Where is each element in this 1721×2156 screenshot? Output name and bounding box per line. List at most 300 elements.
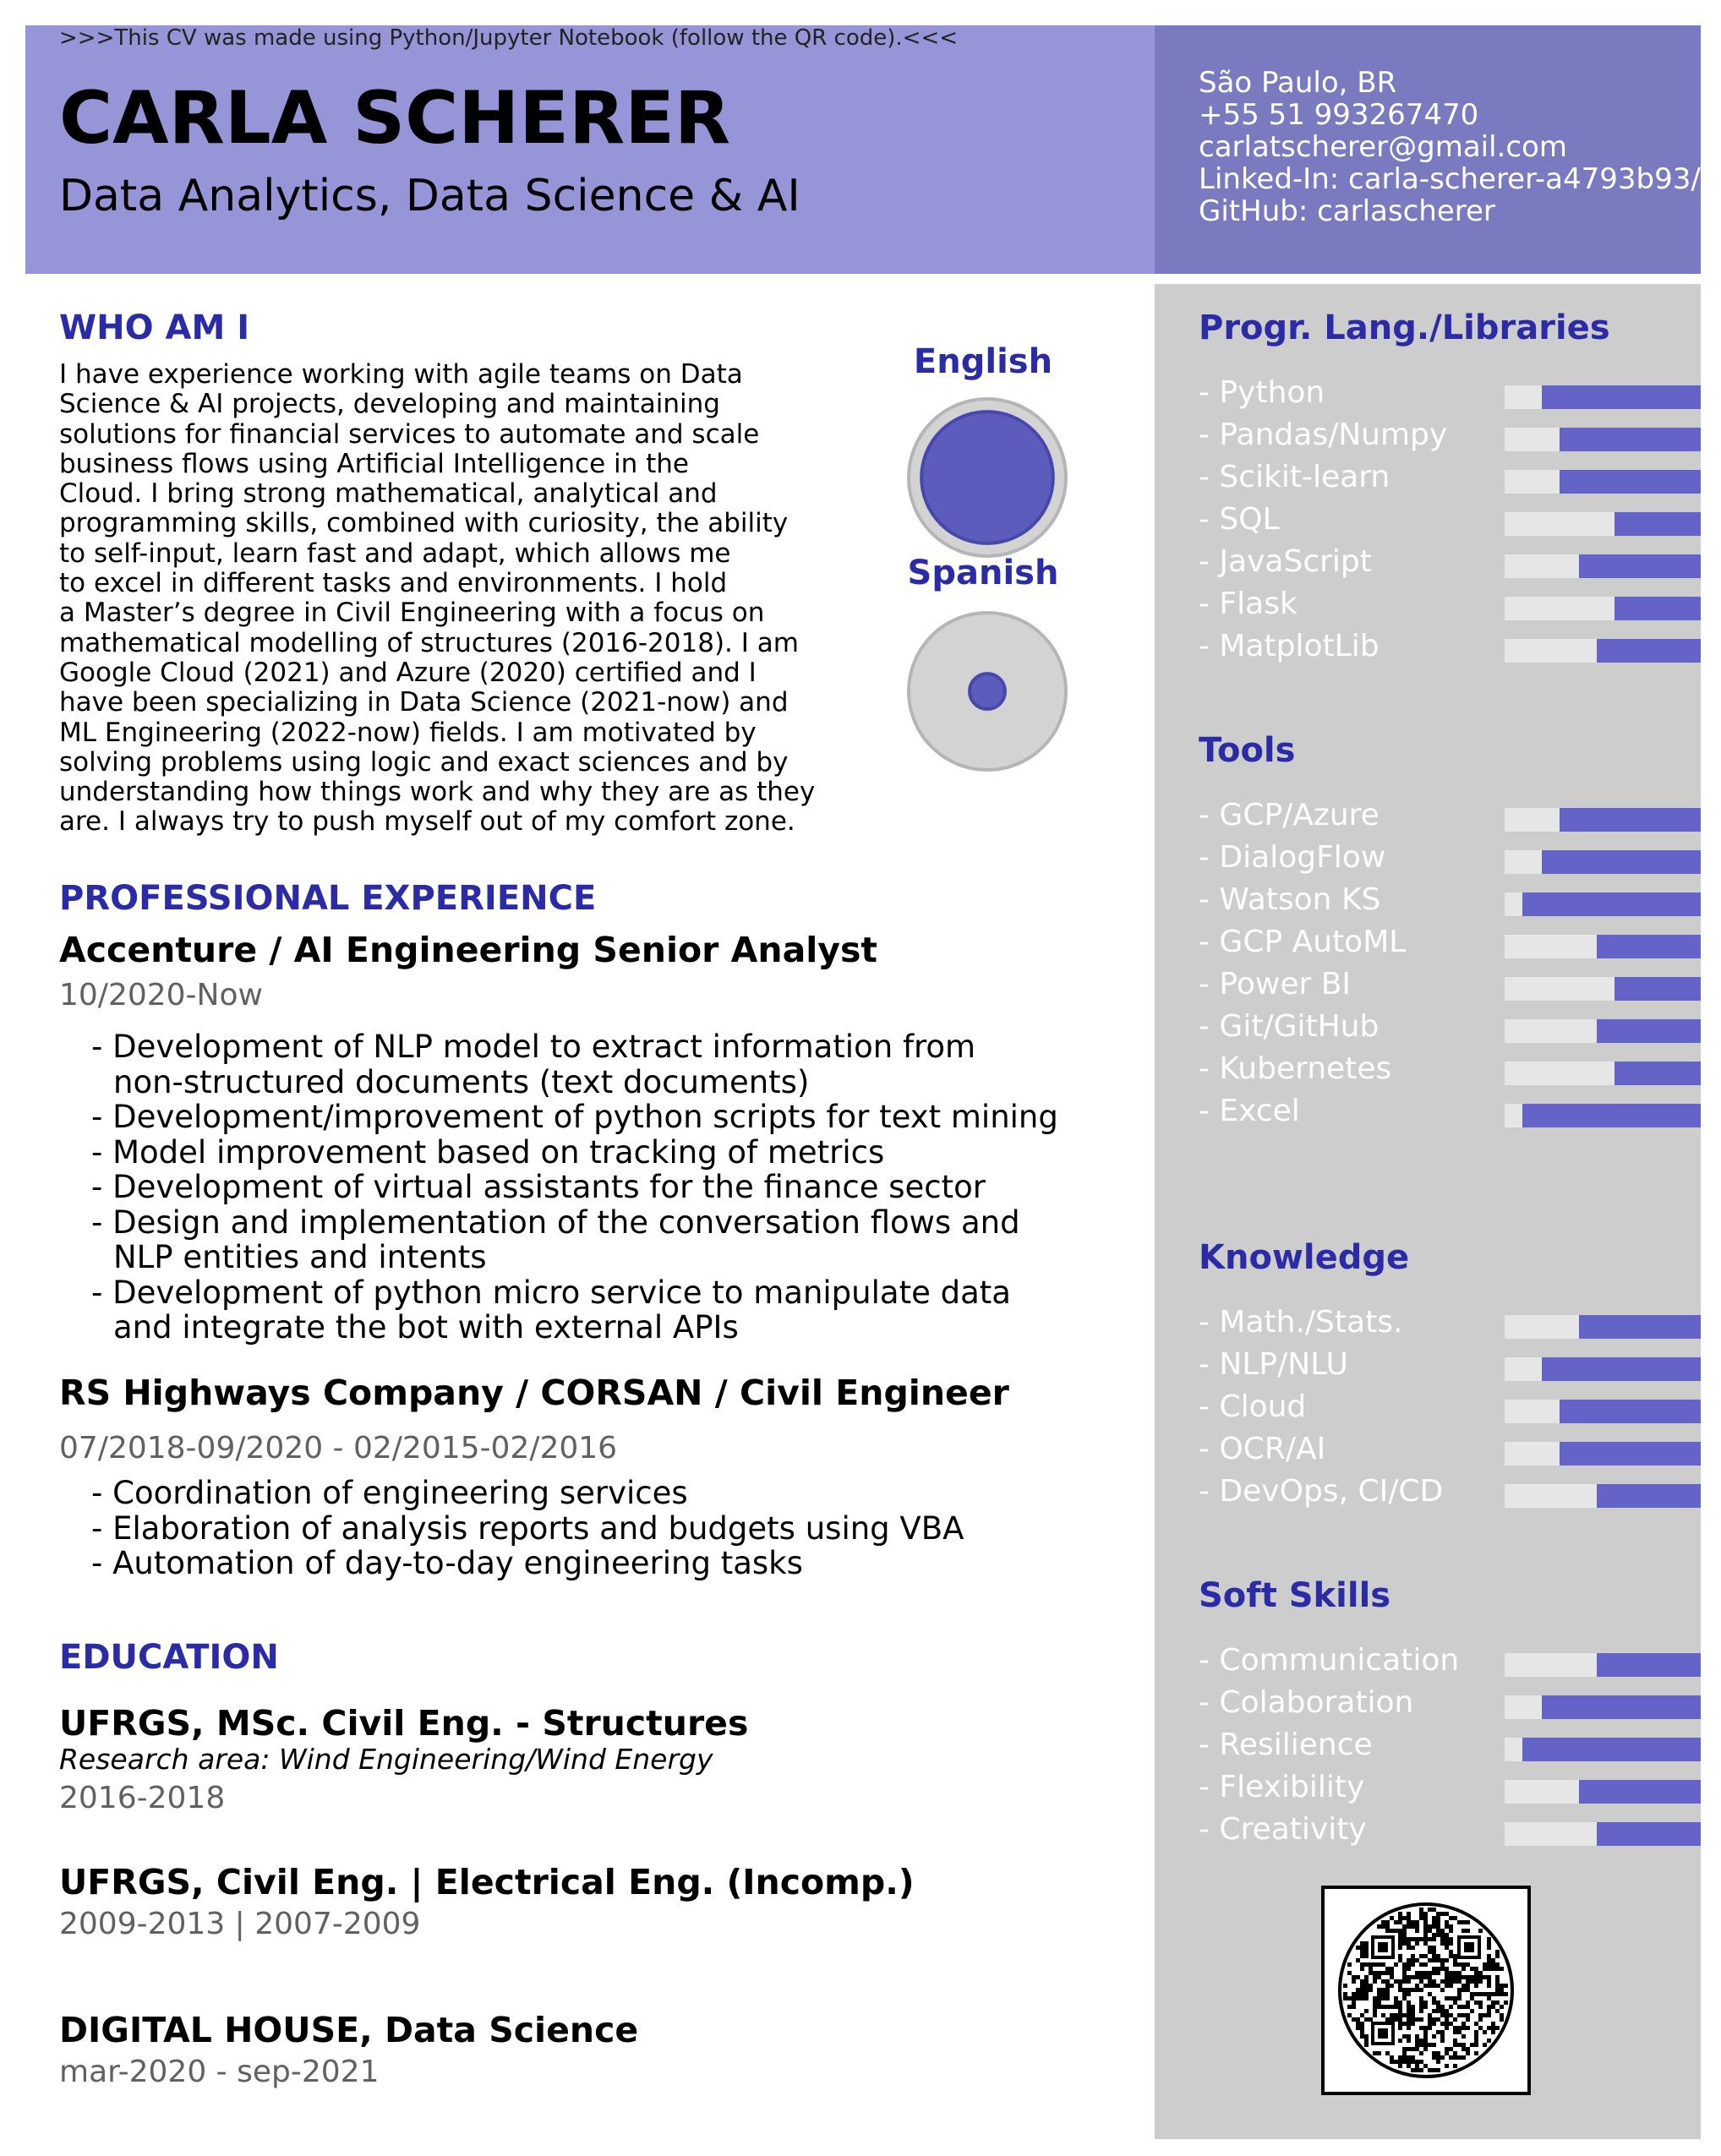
qr-module xyxy=(1445,1979,1449,1984)
qr-module xyxy=(1495,2009,1500,2013)
qr-module xyxy=(1491,2005,1495,2009)
skill-bar xyxy=(1505,1695,1701,1719)
qr-module xyxy=(1407,1962,1411,1967)
qr-module xyxy=(1449,1941,1453,1946)
qr-module xyxy=(1407,1937,1411,1941)
qr-module xyxy=(1440,2055,1445,2060)
qr-module xyxy=(1440,2034,1445,2039)
skill-bar-fill xyxy=(1579,1780,1701,1804)
qr-module xyxy=(1432,1933,1436,1937)
job-date: 10/2020-Now xyxy=(59,978,263,1013)
qr-module xyxy=(1398,1937,1402,1941)
qr-module xyxy=(1457,2030,1461,2034)
qr-module xyxy=(1428,1958,1432,1962)
skill-category-title: Soft Skills xyxy=(1199,1576,1391,1615)
qr-module xyxy=(1407,2005,1411,2009)
about-line: are. I always try to push myself out of my comfort zone. xyxy=(59,806,795,838)
skill-bar xyxy=(1505,512,1701,536)
qr-module xyxy=(1432,1996,1436,2000)
qr-module xyxy=(1411,2009,1415,2013)
qr-module xyxy=(1445,1996,1449,2000)
qr-module xyxy=(1466,2013,1470,2017)
qr-module xyxy=(1352,1979,1356,1984)
qr-module xyxy=(1428,1975,1432,1979)
qr-module xyxy=(1360,1984,1364,1988)
qr-module xyxy=(1432,2043,1436,2047)
about-line: Cloud. I bring strong mathematical, analytical and xyxy=(59,478,718,510)
qr-module xyxy=(1466,2026,1470,2030)
qr-module xyxy=(1415,2034,1419,2039)
qr-module xyxy=(1440,2013,1445,2017)
qr-module xyxy=(1373,2000,1377,2005)
bullet-item: - Automation of day-to-day engineering tasks xyxy=(91,1545,803,1581)
qr-module xyxy=(1394,1979,1398,1984)
qr-module xyxy=(1474,1979,1478,1984)
qr-module xyxy=(1483,2030,1487,2034)
qr-module xyxy=(1436,1967,1440,1971)
qr-module xyxy=(1474,2051,1478,2055)
qr-module xyxy=(1390,2055,1394,2060)
qr-module xyxy=(1419,2043,1423,2047)
qr-module xyxy=(1356,1975,1360,1979)
qr-module xyxy=(1407,1958,1411,1962)
qr-module xyxy=(1453,2043,1457,2047)
qr-module xyxy=(1419,1908,1423,1912)
job-title: RS Highways Company / CORSAN / Civil Engineer xyxy=(59,1373,1009,1413)
qr-module xyxy=(1470,2009,1474,2013)
qr-module xyxy=(1352,1992,1356,1996)
qr-module xyxy=(1457,1920,1461,1924)
qr-module xyxy=(1495,1962,1500,1967)
qr-module xyxy=(1402,1967,1407,1971)
qr-module xyxy=(1411,2068,1415,2072)
qr-module xyxy=(1402,1971,1407,1975)
skill-label: - JavaScript xyxy=(1199,544,1372,579)
qr-module xyxy=(1504,2000,1508,2005)
skill-bar-fill xyxy=(1542,1695,1701,1719)
qr-module xyxy=(1474,2039,1478,2043)
qr-module xyxy=(1423,2064,1428,2068)
qr-module xyxy=(1407,2026,1411,2030)
skill-bar xyxy=(1505,1653,1701,1677)
skill-bar-fill xyxy=(1614,512,1701,536)
skill-bar-fill xyxy=(1560,470,1701,494)
qr-module xyxy=(1445,2047,1449,2051)
qr-module xyxy=(1352,1996,1356,2000)
bullet-item: NLP entities and intents xyxy=(113,1239,487,1275)
qr-module xyxy=(1407,1920,1411,1924)
qr-module xyxy=(1470,1992,1474,1996)
skill-bar xyxy=(1505,1357,1701,1381)
skill-label: - GCP AutoML xyxy=(1199,925,1407,959)
skill-bar-fill xyxy=(1560,1400,1701,1423)
education-title: DIGITAL HOUSE, Data Science xyxy=(59,2010,639,2050)
qr-module xyxy=(1428,2068,1432,2072)
qr-module xyxy=(1445,1912,1449,1916)
qr-module xyxy=(1364,2017,1369,2022)
qr-module xyxy=(1373,1979,1377,1984)
qr-module xyxy=(1390,1916,1394,1920)
qr-module xyxy=(1407,2000,1411,2005)
qr-module xyxy=(1453,1971,1457,1975)
qr-module xyxy=(1369,1988,1373,1992)
qr-module xyxy=(1343,1996,1347,2000)
qr-module xyxy=(1364,1946,1369,1950)
qr-module xyxy=(1423,2005,1428,2009)
qr-module xyxy=(1495,1967,1500,1971)
qr-module xyxy=(1436,1984,1440,1988)
qr-module xyxy=(1415,2017,1419,2022)
qr-module xyxy=(1445,1975,1449,1979)
qr-module xyxy=(1487,1937,1491,1941)
qr-module xyxy=(1364,1988,1369,1992)
skill-label: - Power BI xyxy=(1199,967,1352,1002)
skill-label: - Cloud xyxy=(1199,1389,1307,1424)
qr-module xyxy=(1487,1975,1491,1979)
skill-bar-fill xyxy=(1597,639,1701,663)
qr-code[interactable] xyxy=(1321,1886,1531,2095)
skill-bar xyxy=(1505,1822,1701,1846)
qr-module xyxy=(1457,1979,1461,1984)
skill-bar-fill xyxy=(1614,1062,1701,1085)
qr-module xyxy=(1398,2055,1402,2060)
qr-module xyxy=(1360,1954,1364,1958)
qr-module xyxy=(1461,1962,1466,1967)
qr-module xyxy=(1419,2005,1423,2009)
qr-module xyxy=(1495,1950,1500,1954)
qr-module xyxy=(1398,1946,1402,1950)
qr-module xyxy=(1457,1975,1461,1979)
qr-module xyxy=(1423,1912,1428,1916)
qr-module xyxy=(1390,1929,1394,1933)
skill-bar xyxy=(1505,892,1701,916)
qr-module xyxy=(1385,1979,1390,1984)
qr-module xyxy=(1500,1992,1504,1996)
qr-module xyxy=(1356,2017,1360,2022)
qr-module xyxy=(1394,2005,1398,2009)
qr-module xyxy=(1394,1929,1398,1933)
qr-module xyxy=(1402,1929,1407,1933)
qr-module xyxy=(1394,1996,1398,2000)
skill-label: - Resilience xyxy=(1199,1728,1373,1762)
qr-module xyxy=(1487,1946,1491,1950)
bullet-item: - Development of virtual assistants for the finance sector xyxy=(91,1169,986,1205)
qr-module xyxy=(1466,2047,1470,2051)
skill-label: - Communication xyxy=(1199,1643,1460,1678)
qr-module xyxy=(1436,1929,1440,1933)
skill-bar xyxy=(1505,1315,1701,1339)
qr-module xyxy=(1423,2039,1428,2043)
qr-module xyxy=(1495,1979,1500,1984)
qr-module xyxy=(1474,2034,1478,2039)
qr-module xyxy=(1360,1941,1364,1946)
qr-module xyxy=(1478,1971,1483,1975)
qr-module xyxy=(1428,1992,1432,1996)
qr-module xyxy=(1436,1971,1440,1975)
qr-module xyxy=(1432,1908,1436,1912)
qr-module xyxy=(1364,1979,1369,1984)
education-title: UFRGS, MSc. Civil Eng. - Structures xyxy=(59,1703,749,1744)
qr-module xyxy=(1453,1962,1457,1967)
qr-module xyxy=(1402,1979,1407,1984)
qr-module xyxy=(1356,1996,1360,2000)
qr-module xyxy=(1390,1984,1394,1988)
qr-module xyxy=(1419,1937,1423,1941)
bullet-item: - Development/improvement of python scripts for text mining xyxy=(91,1099,1058,1135)
qr-module xyxy=(1377,1924,1381,1929)
qr-module xyxy=(1402,1996,1407,2000)
qr-module xyxy=(1381,2005,1385,2009)
qr-module xyxy=(1461,1920,1466,1924)
qr-module xyxy=(1440,2009,1445,2013)
qr-module xyxy=(1453,1954,1457,1958)
qr-module xyxy=(1428,1946,1432,1950)
qr-module xyxy=(1373,2051,1377,2055)
qr-module xyxy=(1428,1971,1432,1975)
qr-module xyxy=(1445,1946,1449,1950)
qr-module xyxy=(1419,1912,1423,1916)
skill-bar-fill xyxy=(1542,850,1701,874)
contact-linkedin[interactable]: Linked-In: carla-scherer-a4793b93/ xyxy=(1199,162,1701,196)
qr-module xyxy=(1364,2034,1369,2039)
skill-bar xyxy=(1505,470,1701,494)
qr-module xyxy=(1449,2055,1453,2060)
bullet-item: non-structured documents (text documents) xyxy=(113,1063,810,1100)
skill-bar-fill xyxy=(1560,1442,1701,1466)
about-line: understanding how things work and why they are as they xyxy=(59,777,816,808)
qr-module xyxy=(1381,1920,1385,1924)
qr-module xyxy=(1423,1971,1428,1975)
skill-bar-fill xyxy=(1597,1484,1701,1508)
skill-bar xyxy=(1505,597,1701,620)
qr-module xyxy=(1445,2022,1449,2026)
qr-module xyxy=(1369,1962,1373,1967)
qr-module xyxy=(1461,2005,1466,2009)
qr-module xyxy=(1445,1941,1449,1946)
qr-module xyxy=(1461,2055,1466,2060)
qr-module xyxy=(1360,2013,1364,2017)
bullet-item: - Development of NLP model to extract information from xyxy=(91,1029,976,1065)
qr-module xyxy=(1478,2000,1483,2005)
qr-module xyxy=(1432,2022,1436,2026)
skill-bar xyxy=(1505,1442,1701,1466)
qr-module xyxy=(1449,1950,1453,1954)
bullet-item: - Development of python micro service to manipulate data xyxy=(91,1274,1011,1311)
qr-module xyxy=(1364,1996,1369,2000)
qr-module xyxy=(1369,2017,1373,2022)
qr-module xyxy=(1407,1967,1411,1971)
qr-module xyxy=(1360,1967,1364,1971)
job-date: 07/2018-09/2020 - 02/2015-02/2016 xyxy=(59,1431,618,1466)
skill-bar-fill xyxy=(1542,1357,1701,1381)
qr-module xyxy=(1398,1912,1402,1916)
bullet-item: - Model improvement based on tracking of metrics xyxy=(91,1133,885,1171)
qr-module xyxy=(1360,1946,1364,1950)
qr-module xyxy=(1453,1975,1457,1979)
qr-module xyxy=(1419,1916,1423,1920)
qr-module xyxy=(1423,2026,1428,2030)
qr-module xyxy=(1436,1916,1440,1920)
qr-module xyxy=(1487,2013,1491,2017)
qr-module xyxy=(1394,2017,1398,2022)
qr-module xyxy=(1436,2009,1440,2013)
skill-bar-fill xyxy=(1597,1822,1701,1846)
about-line: a Master’s degree in Civil Engineering with a focus on xyxy=(59,598,765,629)
education-subtitle: Research area: Wind Engineering/Wind Energy xyxy=(59,1743,713,1776)
qr-module xyxy=(1419,2051,1423,2055)
qr-module xyxy=(1453,2051,1457,2055)
qr-module xyxy=(1407,1924,1411,1929)
about-line: to excel in different tasks and environments. I hold xyxy=(59,568,728,599)
qr-module xyxy=(1432,1979,1436,1984)
qr-module xyxy=(1445,2064,1449,2068)
contact-github[interactable]: GitHub: carlascherer xyxy=(1199,194,1495,228)
qr-module xyxy=(1415,1971,1419,1975)
qr-module xyxy=(1500,1988,1504,1992)
skill-bar-fill xyxy=(1560,808,1701,832)
qr-module xyxy=(1487,1962,1491,1967)
qr-module xyxy=(1364,1941,1369,1946)
skill-category-title: Progr. Lang./Libraries xyxy=(1199,308,1610,347)
qr-module xyxy=(1474,2043,1478,2047)
qr-module xyxy=(1381,1924,1385,1929)
qr-module xyxy=(1419,2039,1423,2043)
qr-module xyxy=(1453,1979,1457,1984)
qr-module xyxy=(1478,2026,1483,2030)
qr-module xyxy=(1385,2005,1390,2009)
gauge-level xyxy=(921,412,1053,543)
qr-module xyxy=(1423,2030,1428,2034)
about-line: mathematical modelling of structures (2016-2018). I am xyxy=(59,627,799,658)
qr-module xyxy=(1423,2034,1428,2039)
qr-module xyxy=(1415,1941,1419,1946)
qr-module xyxy=(1457,2013,1461,2017)
qr-module xyxy=(1419,1988,1423,1992)
qr-module xyxy=(1411,1946,1415,1950)
qr-module xyxy=(1390,2060,1394,2064)
skill-bar xyxy=(1505,1062,1701,1085)
qr-module xyxy=(1415,2068,1419,2072)
qr-module xyxy=(1381,1996,1385,2000)
qr-module xyxy=(1440,1962,1445,1967)
qr-module xyxy=(1377,2051,1381,2055)
qr-module xyxy=(1449,1916,1453,1920)
qr-module xyxy=(1364,1992,1369,1996)
qr-module xyxy=(1504,1992,1508,1996)
qr-module xyxy=(1500,1984,1504,1988)
skill-bar xyxy=(1505,808,1701,832)
qr-module xyxy=(1440,1979,1445,1984)
skill-category-title: Knowledge xyxy=(1199,1238,1410,1277)
qr-module xyxy=(1445,2009,1449,2013)
qr-module xyxy=(1369,1967,1373,1971)
qr-module xyxy=(1478,2013,1483,2017)
qr-module xyxy=(1445,1920,1449,1924)
qr-module xyxy=(1445,1924,1449,1929)
qr-module xyxy=(1495,1984,1500,1988)
qr-module xyxy=(1411,1975,1415,1979)
contact-location: São Paulo, BR xyxy=(1199,66,1397,100)
qr-module xyxy=(1419,2000,1423,2005)
qr-module xyxy=(1402,2047,1407,2051)
qr-module xyxy=(1466,1979,1470,1984)
qr-module xyxy=(1364,1962,1369,1967)
qr-module xyxy=(1445,1937,1449,1941)
qr-module xyxy=(1347,2005,1352,2009)
qr-module xyxy=(1466,2005,1470,2009)
qr-module xyxy=(1364,1954,1369,1958)
qr-module xyxy=(1398,1988,1402,1992)
qr-module xyxy=(1478,2017,1483,2022)
qr-module xyxy=(1436,2000,1440,2005)
qr-module xyxy=(1402,2060,1407,2064)
qr-module xyxy=(1457,1992,1461,1996)
qr-module xyxy=(1352,2017,1356,2022)
qr-module xyxy=(1364,1950,1369,1954)
qr-module xyxy=(1491,2000,1495,2005)
qr-module xyxy=(1402,2013,1407,2017)
qr-module xyxy=(1385,1992,1390,1996)
qr-module xyxy=(1390,2005,1394,2009)
qr-module xyxy=(1432,2000,1436,2005)
qr-module xyxy=(1407,2060,1411,2064)
qr-module xyxy=(1449,2013,1453,2017)
qr-module xyxy=(1407,2009,1411,2013)
bullet-item: - Coordination of engineering services xyxy=(91,1475,688,1511)
contact-email[interactable]: carlatscherer@gmail.com xyxy=(1199,130,1567,164)
qr-module xyxy=(1428,2022,1432,2026)
qr-module xyxy=(1411,2013,1415,2017)
qr-module xyxy=(1402,1933,1407,1937)
qr-module xyxy=(1466,1920,1470,1924)
skill-bar-fill xyxy=(1579,554,1701,578)
qr-module xyxy=(1440,1967,1445,1971)
about-line: programming skills, combined with curiosity, the ability xyxy=(59,508,789,539)
skill-bar xyxy=(1505,639,1701,663)
qr-module xyxy=(1440,1988,1445,1992)
about-line: ML Engineering (2022-now) fields. I am motivated by xyxy=(59,717,757,748)
qr-module xyxy=(1461,2043,1466,2047)
qr-module xyxy=(1394,2013,1398,2017)
page-title: CARLA SCHERER xyxy=(59,76,731,161)
qr-module xyxy=(1398,2064,1402,2068)
qr-module xyxy=(1432,1920,1436,1924)
qr-module xyxy=(1419,2060,1423,2064)
qr-module xyxy=(1407,2064,1411,2068)
qr-module xyxy=(1483,2043,1487,2047)
qr-module xyxy=(1474,2000,1478,2005)
qr-module xyxy=(1436,2030,1440,2034)
qr-module xyxy=(1369,1984,1373,1988)
qr-module xyxy=(1415,2047,1419,2051)
qr-module xyxy=(1436,2060,1440,2064)
skill-bar xyxy=(1505,977,1701,1001)
skill-label: - MatplotLib xyxy=(1199,629,1380,663)
qr-module xyxy=(1440,1912,1445,1916)
qr-code-icon xyxy=(1325,1889,1527,2092)
qr-module xyxy=(1453,2026,1457,2030)
qr-module xyxy=(1373,1971,1377,1975)
qr-module xyxy=(1356,2026,1360,2030)
qr-module xyxy=(1411,2005,1415,2009)
qr-module xyxy=(1411,1954,1415,1958)
qr-module xyxy=(1428,1979,1432,1984)
skill-label: - Math./Stats. xyxy=(1199,1305,1403,1340)
qr-module xyxy=(1461,2047,1466,2051)
qr-module xyxy=(1487,2039,1491,2043)
language-gauge-english xyxy=(903,393,1072,562)
qr-module xyxy=(1483,1975,1487,1979)
